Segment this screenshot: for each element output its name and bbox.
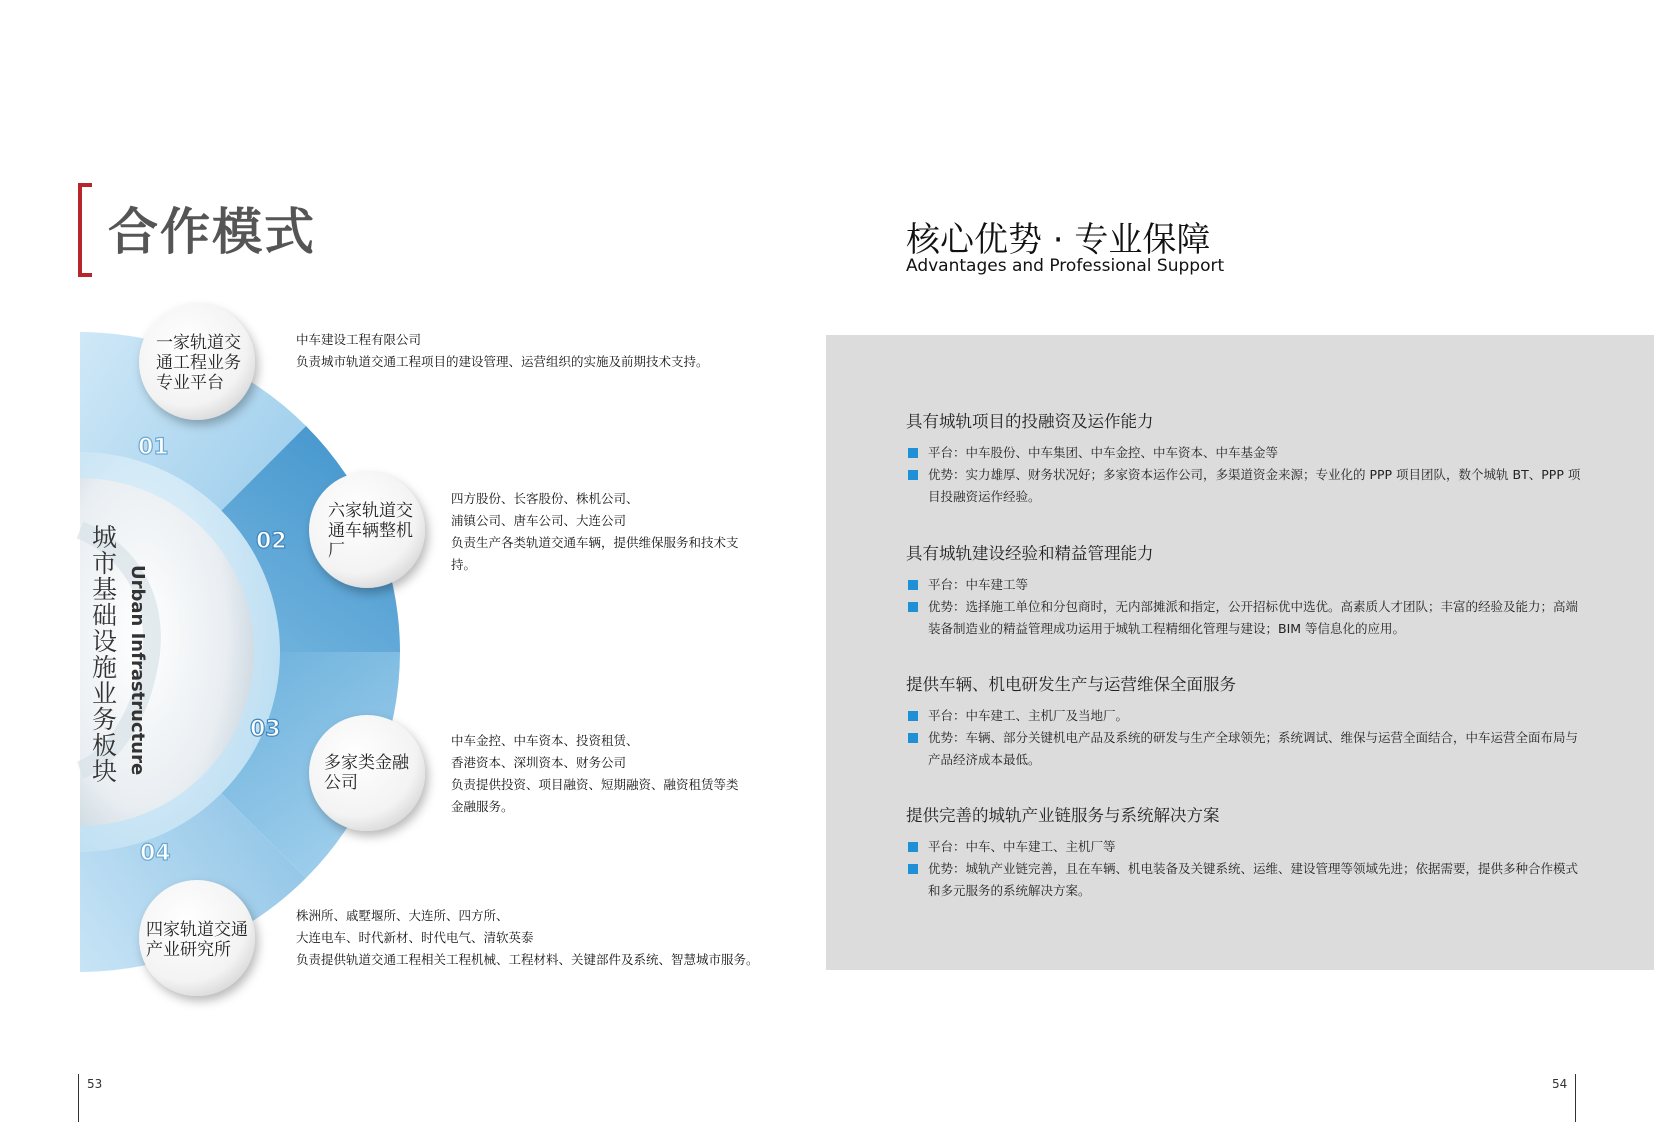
desc-line: 负责提供轨道交通工程相关工程机械、工程材料、关键部件及系统、智慧城市服务。 — [296, 952, 759, 967]
bubble-label-01 — [156, 333, 241, 393]
desc-line: 浦镇公司、唐车公司、大连公司 — [451, 513, 627, 528]
bullet-text: 平台：中车建工、主机厂及当地厂。 — [928, 708, 1129, 723]
bullet-square-icon — [908, 733, 918, 743]
bubble-label-line: 一家轨道交 — [156, 333, 241, 353]
section-bullet — [906, 442, 1586, 464]
section-bullet — [906, 705, 1586, 727]
bubble-label-line: 四家轨道交通 — [146, 920, 248, 940]
page-title: 合作模式 — [108, 203, 316, 261]
advantage-section-1 — [906, 408, 1586, 508]
page-number-rule-left — [78, 1074, 79, 1122]
segment-number-02: 02 — [256, 529, 287, 554]
center-title-en: Urban Infrastructure — [127, 565, 148, 776]
bullet-text: 平台：中车建工等 — [928, 577, 1029, 592]
center-title-en-wrap — [126, 565, 156, 776]
bullet-square-icon — [908, 711, 918, 721]
bubble-label-03 — [324, 753, 409, 793]
bullet-square-icon — [908, 602, 918, 612]
item-description-01 — [296, 329, 709, 373]
section-heading: 提供车辆、机电研发生产与运营维保全面服务 — [906, 675, 1236, 694]
item-description-04 — [296, 905, 759, 971]
desc-line: 香港资本、深圳资本、财务公司 — [451, 755, 627, 770]
advantage-section-2 — [906, 540, 1586, 640]
bullet-square-icon — [908, 842, 918, 852]
page-number-right: 54 — [1552, 1077, 1568, 1091]
desc-line: 中车建设工程有限公司 — [296, 332, 422, 347]
section-bullet — [906, 727, 1586, 771]
bullet-square-icon — [908, 470, 918, 480]
desc-line: 负责提供投资、项目融资、短期融资、融资租赁等类 — [451, 777, 739, 792]
advantage-section-4 — [906, 802, 1586, 902]
bullet-square-icon — [908, 580, 918, 590]
bubble-label-line: 多家类金融 — [324, 753, 409, 773]
title-bracket-decoration — [78, 183, 92, 277]
bullet-text: 优势：车辆、部分关键机电产品及系统的研发与生产全球领先；系统调试、维保与运营全面结合，中车运营全面布局与产品经济成本最低。 — [928, 730, 1579, 767]
section-bullet — [906, 464, 1586, 508]
bubble-label-line: 六家轨道交 — [328, 501, 413, 521]
section-bullet — [906, 596, 1586, 640]
bullet-text: 优势：城轨产业链完善，且在车辆、机电装备及关键系统、运维、建设管理等领域先进；依据需要，提供多种合作模式和多元服务的系统解决方案。 — [928, 861, 1579, 898]
bubble-label-line: 通车辆整机 — [328, 521, 413, 541]
advantage-section-3 — [906, 671, 1586, 771]
section-bullet — [906, 574, 1586, 596]
center-title-cn: 城市基础设施业务板块 — [92, 523, 118, 786]
desc-line: 大连电车、时代新材、时代电气、清软英泰 — [296, 930, 534, 945]
section-heading: 具有城轨项目的投融资及运作能力 — [906, 412, 1154, 431]
desc-line: 负责城市轨道交通工程项目的建设管理、运营组织的实施及前期技术支持。 — [296, 354, 709, 369]
bubble-label-02 — [328, 501, 413, 561]
desc-line: 金融服务。 — [451, 799, 514, 814]
right-page-title: 核心优势 · 专业保障 — [906, 220, 1211, 260]
right-page-subtitle: Advantages and Professional Support — [906, 256, 1225, 276]
bubble-label-line: 通工程业务 — [156, 353, 241, 373]
desc-line: 持。 — [451, 557, 477, 572]
segment-number-04: 04 — [140, 841, 171, 866]
bullet-text: 优势：实力雄厚、财务状况好；多家资本运作公司，多渠道资金来源；专业化的 PPP 项目团队，数个城轨 BT、PPP 项目投融资运作经验。 — [928, 467, 1581, 504]
bubble-label-line: 专业平台 — [156, 373, 224, 393]
desc-line: 四方股份、长客股份、株机公司、 — [451, 491, 639, 506]
bubble-label-04 — [146, 920, 248, 960]
bullet-text: 平台：中车、中车建工、主机厂等 — [928, 839, 1116, 854]
desc-line: 负责生产各类轨道交通车辆，提供维保服务和技术支 — [451, 535, 739, 550]
page-number-left: 53 — [87, 1077, 103, 1091]
bullet-text: 平台：中车股份、中车集团、中车金控、中车资本、中车基金等 — [928, 445, 1279, 460]
bullet-square-icon — [908, 448, 918, 458]
section-bullet — [906, 858, 1586, 902]
segment-number-03: 03 — [250, 717, 281, 742]
page-number-rule-right — [1575, 1074, 1576, 1122]
desc-line: 中车金控、中车资本、投资租赁、 — [451, 733, 639, 748]
bubble-label-line: 产业研究所 — [146, 940, 231, 960]
section-bullet — [906, 836, 1586, 858]
bullet-square-icon — [908, 864, 918, 874]
bubble-label-line: 厂 — [328, 541, 345, 561]
segment-number-01: 01 — [138, 435, 169, 460]
desc-line: 株洲所、戚墅堰所、大连所、四方所、 — [296, 908, 509, 923]
section-heading: 提供完善的城轨产业链服务与系统解决方案 — [906, 806, 1220, 825]
section-heading: 具有城轨建设经验和精益管理能力 — [906, 544, 1154, 563]
bullet-text: 优势：选择施工单位和分包商时，无内部摊派和指定，公开招标优中选优。高素质人才团队；丰富的经验及能力；高端装备制造业的精益管理成功运用于城轨工程精细化管理与建设；BIM 等信息化的应用。 — [928, 599, 1579, 636]
bubble-label-line: 公司 — [324, 773, 358, 793]
item-description-03 — [451, 730, 739, 818]
item-description-02 — [451, 488, 739, 576]
